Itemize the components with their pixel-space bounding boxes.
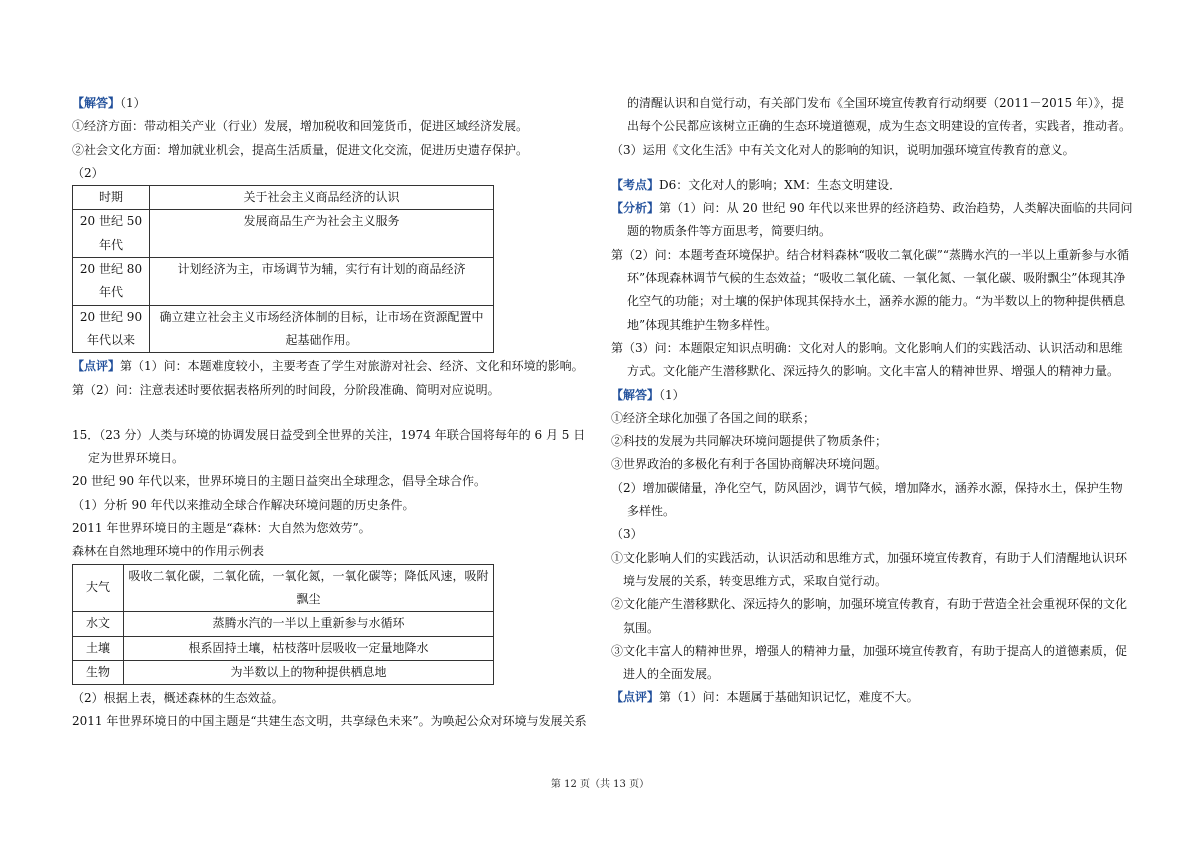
table-cell-sphere: 生物: [73, 660, 124, 684]
kaodian-line: 【考点】D6：文化对人的影响；XM：生态文明建设．: [611, 177, 902, 192]
spacer: [611, 162, 1133, 174]
answer-heading: 【解答】（1）: [72, 96, 146, 110]
commodity-economy-table: [72, 185, 494, 353]
answer-2: （2）增加碳储量，净化空气，防风固沙，调节气候，增加降水，涵养水源，保持水土，保护生物多样性。: [611, 480, 1123, 519]
question-15-sub2: （2）根据上表，概述森林的生态效益。: [72, 691, 284, 706]
answer-part2-label: （2）: [72, 165, 104, 180]
kaodian-tag: 【考点】: [611, 177, 660, 192]
question-15-line2: 20 世纪 90 年代以来，世界环境日的主题日益突出全球理念，倡导全球合作。: [72, 474, 486, 489]
table-row: [73, 660, 494, 684]
question-15-sub3: （3）运用《文化生活》中有关文化对人的影响的知识，说明加强环境宣传教育的意义。: [611, 142, 1075, 157]
answer-1a: ①经济全球化加强了各国之间的联系；: [611, 410, 816, 425]
question-15-sub1: （1）分析 90 年代以来推动全球合作解决环境问题的历史条件。: [72, 497, 415, 512]
question-15-china-theme: 2011 年世界环境日的中国主题是“共建生态文明，共享绿色未来”。为唤起公众对环境与发展关系: [72, 714, 587, 729]
answer-3-label: （3）: [611, 527, 643, 542]
table-row: [73, 305, 494, 353]
table-cell-role: 蒸腾水汽的一半以上重新参与水循环: [124, 612, 494, 636]
table-cell-role: 根系固持土壤，枯枝落叶层吸收一定量地降水: [124, 636, 494, 660]
question-15-theme: 2011 年世界环境日的主题是“森林：大自然为您效劳”。: [72, 521, 371, 536]
comment-right: 【点评】第（1）问：本题属于基础知识记忆，难度不大。: [611, 690, 919, 705]
table-cell-period: 20 世纪 50 年代: [73, 210, 150, 258]
table-header-cell: 时期: [73, 186, 150, 210]
fenxi-line-1: 【分析】第（1）问：从 20 世纪 90 年代以来世界的经济趋势、政治趋势，人类解决面临的共同问题的物质条件等方面思考，简要归纳。: [611, 201, 1133, 239]
table-cell-role: 吸收二氧化碳，二氧化硫，一氧化氮，一氧化碳等；降低风速，吸附飘尘: [124, 564, 494, 612]
page-number-footer: 第 12 页（共 13 页）: [550, 779, 650, 790]
table-header-cell: 关于社会主义商品经济的认识: [150, 186, 494, 210]
answer-tag: 【解答】: [72, 96, 121, 110]
table-cell-sphere: 水文: [73, 612, 124, 636]
right-column: [611, 92, 1133, 710]
table-cell-view: 发展商品生产为社会主义服务: [150, 210, 494, 258]
answer-social: ②社会文化方面：增加就业机会，提高生活质量，促进文化交流，促进历史遗存保护。: [72, 142, 529, 157]
table-cell-sphere: 土壤: [73, 636, 124, 660]
left-column: [72, 92, 592, 734]
fenxi-line-2: 第（2）问：本题考查环境保护。结合材料森林“吸收二氧化碳”“蒸腾水汽的一半以上重新参与水循环”体现森林调节气候的生态效益；“吸收二氧化硫、一氧化氮、一氧化碳、吸附飘尘”体现其净化空气的功能；对土壤的保护体现其保持水土，涵养水源的能力。“为半数以上的物种提供栖息地”体现其维护生物多样性。: [611, 247, 1130, 332]
answer-economic: ①经济方面：带动相关产业（行业）发展，增加税收和回笼货币，促进区域经济发展。: [72, 119, 529, 134]
table-row: [73, 636, 494, 660]
table-cell-view: 确立建立社会主义市场经济体制的目标，让市场在资源配置中起基础作用。: [150, 305, 494, 353]
question-15-continuation: 的清醒认识和自觉行动，有关部门发布《全国环境宣传教育行动纲要（2011－2015 年）》，提出每个公民都应该树立正确的生态环境道德观，成为生态文明建设的宣传者，实践者，推动者。: [627, 96, 1132, 134]
forest-role-table: [72, 564, 494, 685]
table-row: [73, 258, 494, 306]
answer-3a: ①文化影响人们的实践活动，认识活动和思维方式，加强环境宣传教育，有助于人们清醒地认识环境与发展的关系，转变思维方式，采取自觉行动。: [611, 550, 1128, 588]
answer-1b: ②科技的发展为共同解决环境问题提供了物质条件；: [611, 434, 888, 449]
question-15-intro: 15．（23 分）人类与环境的协调发展日益受到全世界的关注，1974 年联合国将每年的 6 月 5 日定为世界环境日。: [72, 427, 586, 466]
table-cell-period: 20 世纪 90 年代以来: [73, 305, 150, 353]
table-cell-sphere: 大气: [73, 564, 124, 612]
table-row: [73, 564, 494, 612]
spacer: [72, 402, 592, 424]
answer-tag-right: 【解答】: [611, 387, 660, 402]
fenxi-line-3: 第（3）问：本题限定知识点明确：文化对人的影响。文化影响人们的实践活动、认识活动和思维方式。文化能产生潜移默化、深远持久的影响。文化丰富人的精神世界、增强人的精神力量。: [611, 340, 1123, 379]
answer-heading-right: 【解答】（1）: [611, 387, 685, 402]
comment-line-2: 第（2）问：注意表述时要依据表格所列的时间段，分阶段准确、简明对应说明。: [72, 382, 500, 397]
fenxi-tag: 【分析】: [611, 201, 660, 216]
answer-3b: ②文化能产生潜移默化、深远持久的影响，加强环境宣传教育，有助于营造全社会重视环保的文化氛围。: [611, 597, 1128, 635]
table-header-row: [73, 186, 494, 210]
answer-3c: ③文化丰富人的精神世界，增强人的精神力量，加强环境宣传教育，有助于提高人的道德素质，促进人的全面发展。: [611, 643, 1128, 682]
comment-line-1: 【点评】第（1）问：本题难度较小，主要考查了学生对旅游对社会、经济、文化和环境的影响。: [72, 359, 584, 374]
comment-tag: 【点评】: [72, 359, 121, 374]
table-row: [73, 612, 494, 636]
answer-1c: ③世界政治的多极化有利于各国协商解决环境问题。: [611, 457, 888, 472]
table-cell-view: 计划经济为主，市场调节为辅，实行有计划的商品经济: [150, 258, 494, 306]
table-row: [73, 210, 494, 258]
table-cell-period: 20 世纪 80 年代: [73, 258, 150, 306]
comment-tag-right: 【点评】: [611, 690, 660, 705]
forest-table-title: 森林在自然地理环境中的作用示例表: [72, 544, 265, 559]
table-cell-role: 为半数以上的物种提供栖息地: [124, 660, 494, 684]
